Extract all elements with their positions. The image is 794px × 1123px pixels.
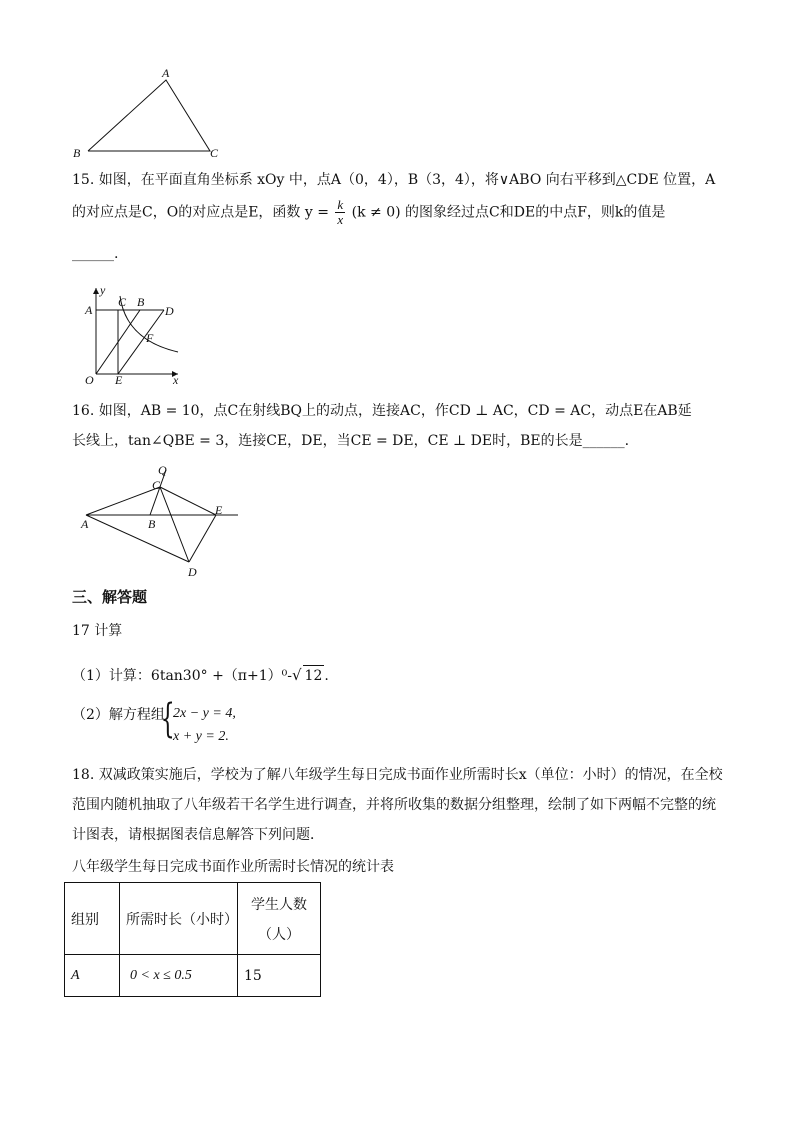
- q17-part2-label: （2）解方程组: [72, 707, 165, 723]
- label-C: C: [152, 478, 161, 492]
- q17-part1-end: .: [324, 668, 329, 684]
- axis-x-label: x: [173, 373, 179, 387]
- header-count-label: 学生人数: [251, 896, 307, 913]
- coordinate-figure: [80, 282, 190, 388]
- q15-blank: ______.: [72, 246, 119, 262]
- q17-title: 17 计算: [72, 623, 123, 639]
- q15-line2-b: (k ≠ 0) 的图象经过点C和DE的中点F，则k的值是: [351, 204, 666, 221]
- label-A: A: [162, 66, 170, 80]
- label-D: D: [188, 565, 197, 579]
- axis-y-label: y: [100, 283, 106, 297]
- label-E: E: [115, 373, 123, 387]
- label-B: B: [73, 146, 81, 160]
- q15-frac-num: k: [337, 197, 344, 212]
- section-heading: 三、解答题: [72, 588, 148, 606]
- label-Q: Q: [158, 463, 167, 477]
- stats-table: [64, 882, 321, 997]
- table-header-row: [65, 883, 321, 955]
- geometry-figure-16: [76, 462, 242, 580]
- label-B: B: [148, 517, 156, 531]
- equation-brace: {: [160, 696, 175, 742]
- label-A: A: [81, 517, 89, 531]
- table-row: [65, 955, 321, 997]
- q15-frac-den: x: [337, 212, 344, 227]
- q17-part1-text: （1）计算：6tan30° +（π+1）⁰-: [72, 668, 292, 684]
- q18-line3: 计图表，请根据图表信息解答下列问题．: [72, 827, 324, 843]
- header-group: 组别: [65, 883, 120, 955]
- q15-line2-a: 的对应点是C，O的对应点是E，函数 y =: [72, 204, 329, 221]
- label-E: E: [215, 503, 223, 517]
- label-F: F: [146, 331, 154, 345]
- label-O: O: [85, 373, 94, 387]
- label-B: B: [137, 295, 145, 309]
- label-C: C: [118, 295, 127, 309]
- label-C: C: [210, 146, 219, 160]
- cell-count: 15: [238, 955, 321, 997]
- q15-fraction: [335, 198, 345, 227]
- equation-1: 2x − y = 4,: [173, 706, 236, 721]
- table-title: 八年级学生每日完成书面作业所需时长情况的统计表: [72, 859, 394, 875]
- equation-2: x + y = 2.: [173, 729, 229, 744]
- label-A: A: [85, 303, 93, 317]
- q18-line1: 18. 双减政策实施后，学校为了解八年级学生每日完成书面作业所需时长x（单位：小时）的情况，在全校: [72, 767, 723, 783]
- q16-line2: 长线上，tan∠QBE = 3，连接CE，DE，当CE = DE，CE ⊥ DE时，BE的长是______.: [72, 433, 630, 449]
- cell-group: A: [65, 955, 120, 997]
- q15-line1: 15. 如图，在平面直角坐标系 xOy 中，点A（0，4），B（3，4），将∨ABO 向右平移到△CDE 位置，A: [72, 172, 716, 188]
- q17-part1: （1）计算：6tan30° +（π+1）⁰-√ 12 .: [72, 666, 329, 684]
- triangle-figure: [60, 62, 230, 162]
- q18-line2: 范围内随机抽取了八年级若干名学生进行调查，并将所收集的数据分组整理，绘制了如下两幅不完整的统: [72, 797, 716, 813]
- cell-duration: 0 < x ≤ 0.5: [120, 955, 238, 997]
- q17-part2: [72, 705, 165, 751]
- header-duration: 所需时长（小时）: [120, 883, 238, 955]
- q16-line1: 16. 如图，AB = 10，点C在射线BQ上的动点，连接AC，作CD ⊥ AC，CD = AC，动点E在AB延: [72, 403, 692, 419]
- label-D: D: [165, 304, 174, 318]
- q15-line2: [72, 198, 665, 227]
- q17-part1-radicand: 12: [303, 665, 325, 686]
- header-count-unit: （人）: [258, 926, 300, 943]
- header-count: [238, 883, 321, 955]
